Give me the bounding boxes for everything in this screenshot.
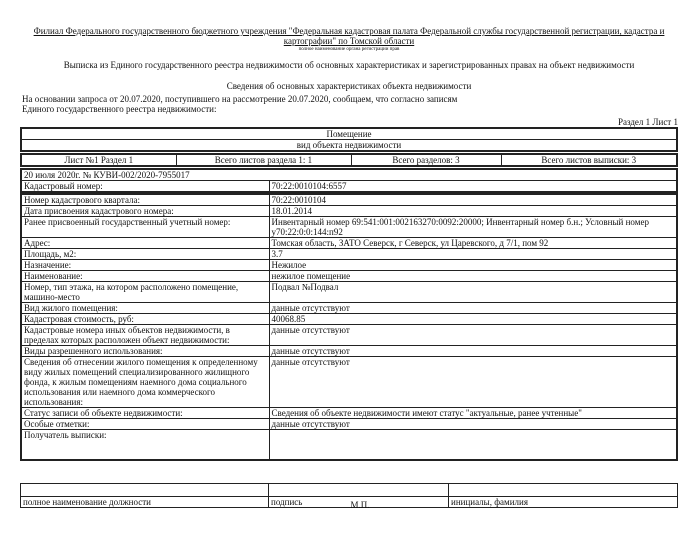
table-row	[21, 430, 677, 460]
row-label: Ранее присвоенный государственный учетный номер:	[21, 217, 269, 238]
table-row	[21, 238, 677, 249]
table-row	[21, 282, 677, 303]
row-value: данные отсутствуют	[269, 419, 677, 430]
row-value: Инвентарный номер 69:541:001:002163270:0092:20000; Инвентарный номер б.н.; Условный номер у70:22:0:0:144:п92	[269, 217, 677, 238]
table-row	[21, 357, 677, 408]
object-type-caption: вид объекта недвижимости	[21, 140, 677, 152]
row-value: нежилое помещение	[269, 271, 677, 282]
name-caption: инициалы, фамилия	[449, 497, 678, 508]
row-label: Особые отметки:	[21, 419, 269, 430]
sheet-cell: Всего листов выписки: 3	[501, 154, 677, 166]
intro-text: На основании запроса от 20.07.2020, поступившего на рассмотрение 20.07.2020, сообщаем, что согласно записям Единого государственного реестра недвижимости:	[22, 94, 458, 114]
row-label: Адрес:	[21, 238, 269, 249]
row-label: Площадь, м2:	[21, 249, 269, 260]
row-value: 18.01.2014	[269, 206, 677, 217]
row-label: Номер, тип этажа, на котором расположено помещение, машино-место	[21, 282, 269, 303]
stamp-place: М.П.	[350, 500, 370, 510]
row-value: 70:22:0010104	[269, 194, 677, 206]
row-value: данные отсутствуют	[269, 357, 677, 408]
sheet-cell: Всего разделов: 3	[351, 154, 501, 166]
row-label: Вид жилого помещения:	[21, 303, 269, 314]
row-value: Подвал №Подвал	[269, 282, 677, 303]
signature-caption: подпись	[269, 497, 449, 508]
table-row	[21, 271, 677, 282]
characteristics-table	[20, 193, 678, 461]
cadastral-value: 70:22:0010104:6557	[269, 181, 677, 193]
document-title: Выписка из Единого государственного реестра недвижимости об основных характеристиках и зарегистрированных правах на объект недвижимости	[63, 60, 635, 70]
row-label: Сведения об отнесении жилого помещения к определенному виду жилых помещений специализированного жилищного фонда, к жилым помещениям наемного дома социального использования или наемного дома коммерческого использования:	[21, 357, 269, 408]
row-label: Дата присвоения кадастрового номера:	[21, 206, 269, 217]
table-row	[21, 194, 677, 206]
table-row	[21, 249, 677, 260]
table-row	[21, 346, 677, 357]
sheets-table	[20, 153, 678, 167]
table-row	[21, 419, 677, 430]
row-label: Получатель выписки:	[21, 430, 269, 460]
row-value: Нежилое	[269, 260, 677, 271]
table-row	[21, 325, 677, 346]
sheet-cell: Лист №1 Раздел 1	[21, 154, 176, 166]
row-label: Назначение:	[21, 260, 269, 271]
sheet-cell: Всего листов раздела 1: 1	[176, 154, 351, 166]
org-caption: полное наименование органа регистрации прав	[298, 47, 400, 52]
row-value: Сведения об объекте недвижимости имеют статус "актуальные, ранее учтенные"	[269, 408, 677, 419]
cadastral-table	[20, 168, 678, 193]
document-number: 20 июля 2020г. № КУВИ-002/2020-7955017	[21, 169, 677, 181]
object-type: Помещение	[21, 128, 677, 140]
cadastral-label: Кадастровый номер:	[21, 181, 269, 193]
table-row	[21, 303, 677, 314]
row-label: Номер кадастрового квартала:	[21, 194, 269, 206]
position-caption: полное наименование должности	[21, 497, 269, 508]
row-label: Статус записи об объекте недвижимости:	[21, 408, 269, 419]
table-row	[21, 314, 677, 325]
document-subtitle: Сведения об основных характеристиках объекта недвижимости	[226, 81, 472, 91]
row-label: Кадастровые номера иных объектов недвижимости, в пределах которых расположен объект недвижимости:	[21, 325, 269, 346]
section-sheet: Раздел 1 Лист 1	[617, 117, 678, 127]
org-name: Филиал Федерального государственного бюджетного учреждения "Федеральная кадастровая палата Федеральной службы государственной регистрации, кадастра и картографии" по Томской области	[33, 26, 665, 46]
row-value: 40068.85	[269, 314, 677, 325]
table-row	[21, 408, 677, 419]
row-label: Виды разрешенного использования:	[21, 346, 269, 357]
object-type-table	[20, 127, 678, 152]
row-value: данные отсутствуют	[269, 303, 677, 314]
row-label: Кадастровая стоимость, руб:	[21, 314, 269, 325]
table-row	[21, 206, 677, 217]
row-label: Наименование:	[21, 271, 269, 282]
table-row	[21, 217, 677, 238]
row-value: 3.7	[269, 249, 677, 260]
row-value: Томская область, ЗАТО Северск, г Северск, ул Царевского, д 7/1, пом 92	[269, 238, 677, 249]
row-value	[269, 430, 677, 460]
table-row	[21, 260, 677, 271]
row-value: данные отсутствуют	[269, 325, 677, 346]
row-value: данные отсутствуют	[269, 346, 677, 357]
